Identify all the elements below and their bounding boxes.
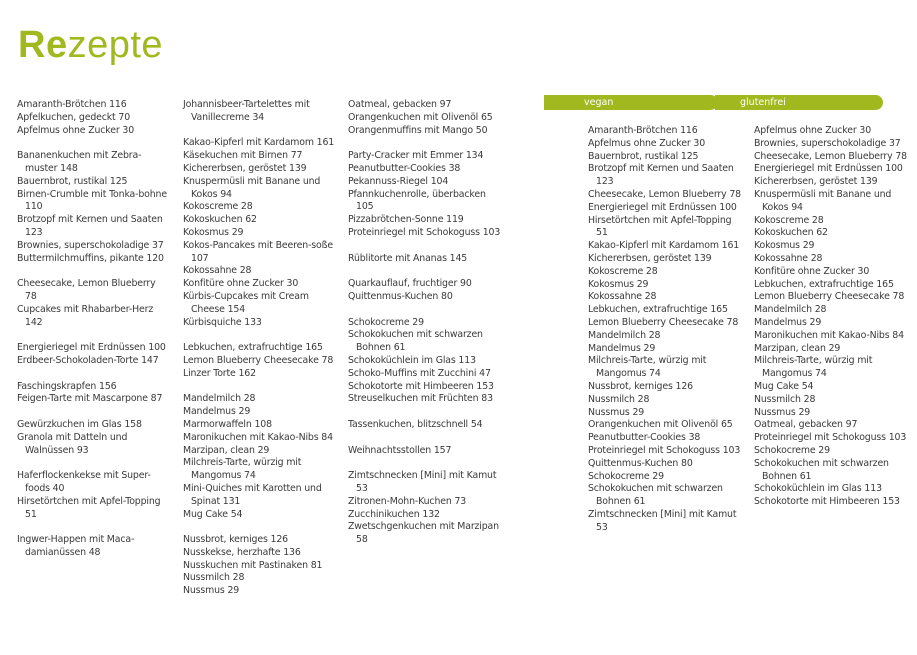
recipe-entry: Kokossahne 28 bbox=[588, 291, 657, 303]
recipe-entry: Lemon Blueberry Cheesecake 78 bbox=[754, 291, 905, 303]
recipe-entry: Schokocreme 29 bbox=[588, 470, 664, 482]
recipe-entry: Orangenkuchen mit Olivenöl 65 bbox=[588, 419, 733, 431]
group-spacer bbox=[348, 265, 503, 278]
recipe-entry: Milchreis-Tarte, würzig mit Mangomus 74 bbox=[588, 355, 707, 380]
recipe-entry: Brotzopf mit Kernen und Saaten 123 bbox=[588, 163, 734, 188]
recipe-entry: Mandelmus 29 bbox=[183, 406, 251, 418]
group-spacer bbox=[348, 304, 503, 317]
recipe-entry: Schokocreme 29 bbox=[754, 444, 830, 456]
index-column-j-n bbox=[183, 99, 336, 598]
recipe-entry: Proteinriegel mit Schokoguss 103 bbox=[588, 444, 741, 456]
recipe-entry: Käsekuchen mit Birnen 77 bbox=[183, 150, 303, 162]
recipe-entry: Amaranth-Brötchen 116 bbox=[17, 99, 127, 110]
recipe-entry: Quittenmus-Kuchen 80 bbox=[348, 290, 453, 302]
recipe-entry: Ingwer-Happen mit Maca-damianüssen 48 bbox=[17, 534, 135, 558]
recipe-entry: Pizzabrötchen-Sonne 119 bbox=[348, 214, 464, 226]
group-spacer bbox=[183, 329, 336, 342]
recipe-entry: Zitronen-Mohn-Kuchen 73 bbox=[348, 495, 467, 507]
recipe-entry: Streuselkuchen mit Früchten 83 bbox=[348, 393, 493, 405]
recipe-entry: Erdbeer-Schokoladen-Torte 147 bbox=[17, 354, 159, 366]
recipe-entry: Kichererbsen, geröstet 139 bbox=[754, 176, 878, 188]
recipe-entry: Cheesecake, Lemon Blueberry 78 bbox=[588, 188, 741, 200]
recipe-entry: Kichererbsen, geröstet 139 bbox=[588, 252, 712, 264]
recipe-entry: Nussmus 29 bbox=[588, 406, 645, 418]
recipe-entry: Kokoskuchen 62 bbox=[754, 227, 828, 239]
group-spacer bbox=[17, 329, 167, 342]
recipe-entry: Linzer Torte 162 bbox=[183, 367, 256, 379]
recipe-entry: Nussmus 29 bbox=[754, 406, 811, 418]
recipe-entry: Kürbisquiche 133 bbox=[183, 316, 262, 328]
recipe-entry: Brownies, superschokoladige 37 bbox=[754, 137, 901, 149]
recipe-entry: Brotzopf mit Kernen und Saaten 123 bbox=[17, 214, 163, 238]
recipe-entry: Cupcakes mit Rhabarber-Herz 142 bbox=[17, 303, 154, 328]
recipe-entry: Zucchinikuchen 132 bbox=[348, 508, 440, 520]
recipe-entry: Tassenkuchen, blitzschnell 54 bbox=[348, 418, 483, 430]
glutenfrei-tag: glutenfrei bbox=[715, 95, 883, 110]
recipe-entry: Maronikuchen mit Kakao-Nibs 84 bbox=[183, 431, 333, 443]
recipe-entry: Mandelmilch 28 bbox=[588, 329, 661, 341]
recipe-entry: Kokos-Pancakes mit Beeren-soße 107 bbox=[183, 239, 333, 264]
vegan-tag: vegan bbox=[544, 95, 718, 110]
group-spacer bbox=[17, 368, 167, 381]
recipe-entry: Energieriegel mit Erdnüssen 100 bbox=[17, 342, 166, 354]
page-title bbox=[18, 22, 163, 68]
recipe-entry: Lebkuchen, extrafruchtige 165 bbox=[588, 304, 728, 316]
recipe-entry: Mug Cake 54 bbox=[754, 380, 814, 392]
recipe-entry: Cheesecake, Lemon Blueberry 78 bbox=[17, 278, 156, 302]
recipe-entry: Haferflockenkekse mit Super-foods 40 bbox=[17, 470, 151, 494]
recipe-entry: Nusskuchen mit Pastinaken 81 bbox=[183, 559, 323, 571]
recipe-entry: Mandelmus 29 bbox=[588, 342, 656, 354]
group-spacer bbox=[348, 432, 503, 445]
group-spacer bbox=[348, 457, 503, 470]
recipe-entry: Mug Cake 54 bbox=[183, 508, 243, 520]
recipe-entry: Bauernbrot, rustikal 125 bbox=[588, 150, 699, 162]
recipe-entry: Kakao-Kipferl mit Kardamom 161 bbox=[588, 240, 740, 252]
recipe-entry: Nusskekse, herzhafte 136 bbox=[183, 546, 301, 558]
recipe-entry: Lemon Blueberry Cheesecake 78 bbox=[588, 316, 739, 328]
group-spacer bbox=[348, 406, 503, 419]
index-column-a-i bbox=[17, 99, 167, 560]
recipe-entry: Nussmilch 28 bbox=[754, 393, 816, 405]
group-spacer bbox=[348, 137, 503, 150]
recipe-entry: Nussmilch 28 bbox=[183, 572, 245, 584]
recipe-entry: Kokoscreme 28 bbox=[588, 265, 658, 277]
recipe-entry: Nussbrot, kerniges 126 bbox=[183, 534, 288, 546]
vegan-list bbox=[588, 125, 743, 535]
recipe-entry: Lemon Blueberry Cheesecake 78 bbox=[183, 354, 334, 366]
recipe-entry: Bananenkuchen mit Zebra-muster 148 bbox=[17, 150, 142, 174]
group-spacer bbox=[183, 125, 336, 138]
recipe-entry: Orangenkuchen mit Olivenöl 65 bbox=[348, 111, 493, 123]
recipe-entry: Cheesecake, Lemon Blueberry 78 bbox=[754, 150, 907, 162]
recipe-entry: Quarkauflauf, fruchtiger 90 bbox=[348, 278, 472, 290]
recipe-entry: Schokotorte mit Himbeeren 153 bbox=[348, 380, 494, 392]
recipe-entry: Pfannkuchenrolle, überbacken 105 bbox=[348, 188, 486, 213]
group-spacer bbox=[17, 265, 167, 278]
recipe-entry: Nussmus 29 bbox=[183, 585, 240, 597]
recipe-entry: Zimtschnecken [Mini] mit Kamut 53 bbox=[588, 508, 737, 533]
recipe-entry: Maronikuchen mit Kakao-Nibs 84 bbox=[754, 329, 904, 341]
glutenfrei-list bbox=[754, 125, 909, 509]
recipe-entry: Nussmilch 28 bbox=[588, 393, 650, 405]
recipe-entry: Kokosmus 29 bbox=[183, 226, 244, 238]
page-title-bold: Re bbox=[18, 24, 68, 66]
recipe-entry: Apfelmus ohne Zucker 30 bbox=[754, 125, 872, 136]
recipe-entry: Marzipan, clean 29 bbox=[754, 342, 841, 354]
recipe-entry: Nussbrot, kerniges 126 bbox=[588, 380, 693, 392]
recipe-entry: Schokotorte mit Himbeeren 153 bbox=[754, 496, 900, 508]
recipe-entry: Oatmeal, gebacken 97 bbox=[754, 419, 858, 431]
recipe-entry: Zimtschnecken [Mini] mit Kamut 53 bbox=[348, 470, 497, 494]
recipe-entry: Hirsetörtchen mit Apfel-Topping 51 bbox=[588, 214, 732, 239]
recipe-entry: Knuspermüsli mit Banane und Kokos 94 bbox=[754, 188, 892, 213]
recipe-entry: Konfitüre ohne Zucker 30 bbox=[183, 278, 299, 290]
recipe-entry: Granola mit Datteln und Walnüssen 93 bbox=[17, 431, 128, 456]
recipe-entry: Mandelmus 29 bbox=[754, 316, 822, 328]
recipe-entry: Schokokuchen mit schwarzen Bohnen 61 bbox=[588, 483, 723, 508]
group-spacer bbox=[17, 457, 167, 470]
recipe-entry: Lebkuchen, extrafruchtige 165 bbox=[754, 278, 894, 290]
recipe-entry: Schokoküchlein im Glas 113 bbox=[348, 354, 476, 366]
recipe-entry: Faschingskrapfen 156 bbox=[17, 380, 117, 392]
recipe-entry: Bauernbrot, rustikal 125 bbox=[17, 175, 128, 187]
index-column-o-z bbox=[348, 99, 503, 547]
recipe-entry: Brownies, superschokoladige 37 bbox=[17, 239, 164, 251]
recipe-entry: Kokosmus 29 bbox=[754, 240, 815, 252]
recipe-entry: Schokokuchen mit schwarzen Bohnen 61 bbox=[348, 329, 483, 354]
recipe-entry: Kokossahne 28 bbox=[183, 265, 252, 277]
recipe-entry: Zwetschgenkuchen mit Marzipan 58 bbox=[348, 521, 499, 546]
recipe-entry: Lebkuchen, extrafruchtige 165 bbox=[183, 342, 323, 354]
recipe-entry: Apfelkuchen, gedeckt 70 bbox=[17, 111, 131, 123]
recipe-entry: Energieriegel mit Erdnüssen 100 bbox=[754, 163, 903, 175]
recipe-entry: Kokoscreme 28 bbox=[183, 201, 253, 213]
recipe-entry: Schokoküchlein im Glas 113 bbox=[754, 483, 882, 495]
recipe-entry: Feigen-Tarte mit Mascarpone 87 bbox=[17, 393, 163, 405]
recipe-entry: Schokocreme 29 bbox=[348, 316, 424, 328]
recipe-entry: Kürbis-Cupcakes mit Cream Cheese 154 bbox=[183, 290, 309, 315]
recipe-entry: Peanutbutter-Cookies 38 bbox=[348, 162, 461, 174]
group-spacer bbox=[17, 406, 167, 419]
recipe-entry: Kokossahne 28 bbox=[754, 252, 823, 264]
group-spacer bbox=[17, 521, 167, 534]
recipe-entry: Buttermilchmuffins, pikante 120 bbox=[17, 252, 164, 264]
page-title-rest: zepte bbox=[67, 24, 164, 66]
recipe-entry: Kichererbsen, geröstet 139 bbox=[183, 162, 307, 174]
recipe-entry: Schokokuchen mit schwarzen Bohnen 61 bbox=[754, 457, 889, 482]
recipe-entry: Marzipan, clean 29 bbox=[183, 444, 270, 456]
group-spacer bbox=[17, 137, 167, 150]
recipe-entry: Marmorwaffeln 108 bbox=[183, 418, 272, 430]
recipe-entry: Orangenmuffins mit Mango 50 bbox=[348, 124, 488, 136]
recipe-entry: Milchreis-Tarte, würzig mit Mangomus 74 bbox=[754, 355, 873, 380]
recipe-entry: Kokoskuchen 62 bbox=[183, 214, 257, 226]
recipe-entry: Kokosmus 29 bbox=[588, 278, 649, 290]
recipe-entry: Kakao-Kipferl mit Kardamom 161 bbox=[183, 137, 335, 149]
recipe-entry: Quittenmus-Kuchen 80 bbox=[588, 457, 693, 469]
group-spacer bbox=[183, 521, 336, 534]
recipe-entry: Mandelmilch 28 bbox=[183, 393, 256, 405]
group-spacer bbox=[348, 240, 503, 253]
recipe-entry: Proteinriegel mit Schokoguss 103 bbox=[348, 226, 501, 238]
recipe-entry: Gewürzkuchen im Glas 158 bbox=[17, 418, 142, 430]
recipe-entry: Knuspermüsli mit Banane und Kokos 94 bbox=[183, 175, 321, 200]
recipe-entry: Apfelmus ohne Zucker 30 bbox=[588, 137, 706, 149]
group-spacer bbox=[183, 381, 336, 394]
recipe-entry: Party-Cracker mit Emmer 134 bbox=[348, 150, 484, 162]
recipe-entry: Apfelmus ohne Zucker 30 bbox=[17, 124, 135, 136]
recipe-entry: Peanutbutter-Cookies 38 bbox=[588, 432, 701, 444]
recipe-entry: Oatmeal, gebacken 97 bbox=[348, 99, 452, 110]
recipe-entry: Milchreis-Tarte, würzig mit Mangomus 74 bbox=[183, 457, 302, 482]
recipe-entry: Mandelmilch 28 bbox=[754, 304, 827, 316]
recipe-entry: Weihnachtsstollen 157 bbox=[348, 444, 452, 456]
recipe-entry: Pekannuss-Riegel 104 bbox=[348, 175, 449, 187]
recipe-entry: Schoko-Muffins mit Zucchini 47 bbox=[348, 367, 491, 379]
recipe-entry: Johannisbeer-Tartelettes mit Vanillecreme 34 bbox=[183, 99, 310, 123]
recipe-entry: Mini-Quiches mit Karotten und Spinat 131 bbox=[183, 482, 322, 507]
recipe-entry: Kokoscreme 28 bbox=[754, 214, 824, 226]
recipe-entry: Rüblitorte mit Ananas 145 bbox=[348, 252, 468, 264]
recipe-entry: Proteinriegel mit Schokoguss 103 bbox=[754, 432, 907, 444]
recipe-entry: Amaranth-Brötchen 116 bbox=[588, 125, 698, 136]
recipe-entry: Hirsetörtchen mit Apfel-Topping 51 bbox=[17, 495, 161, 520]
recipe-entry: Energieriegel mit Erdnüssen 100 bbox=[588, 201, 737, 213]
recipe-entry: Konfitüre ohne Zucker 30 bbox=[754, 265, 870, 277]
recipe-entry: Birnen-Crumble mit Tonka-bohne 110 bbox=[17, 188, 167, 213]
